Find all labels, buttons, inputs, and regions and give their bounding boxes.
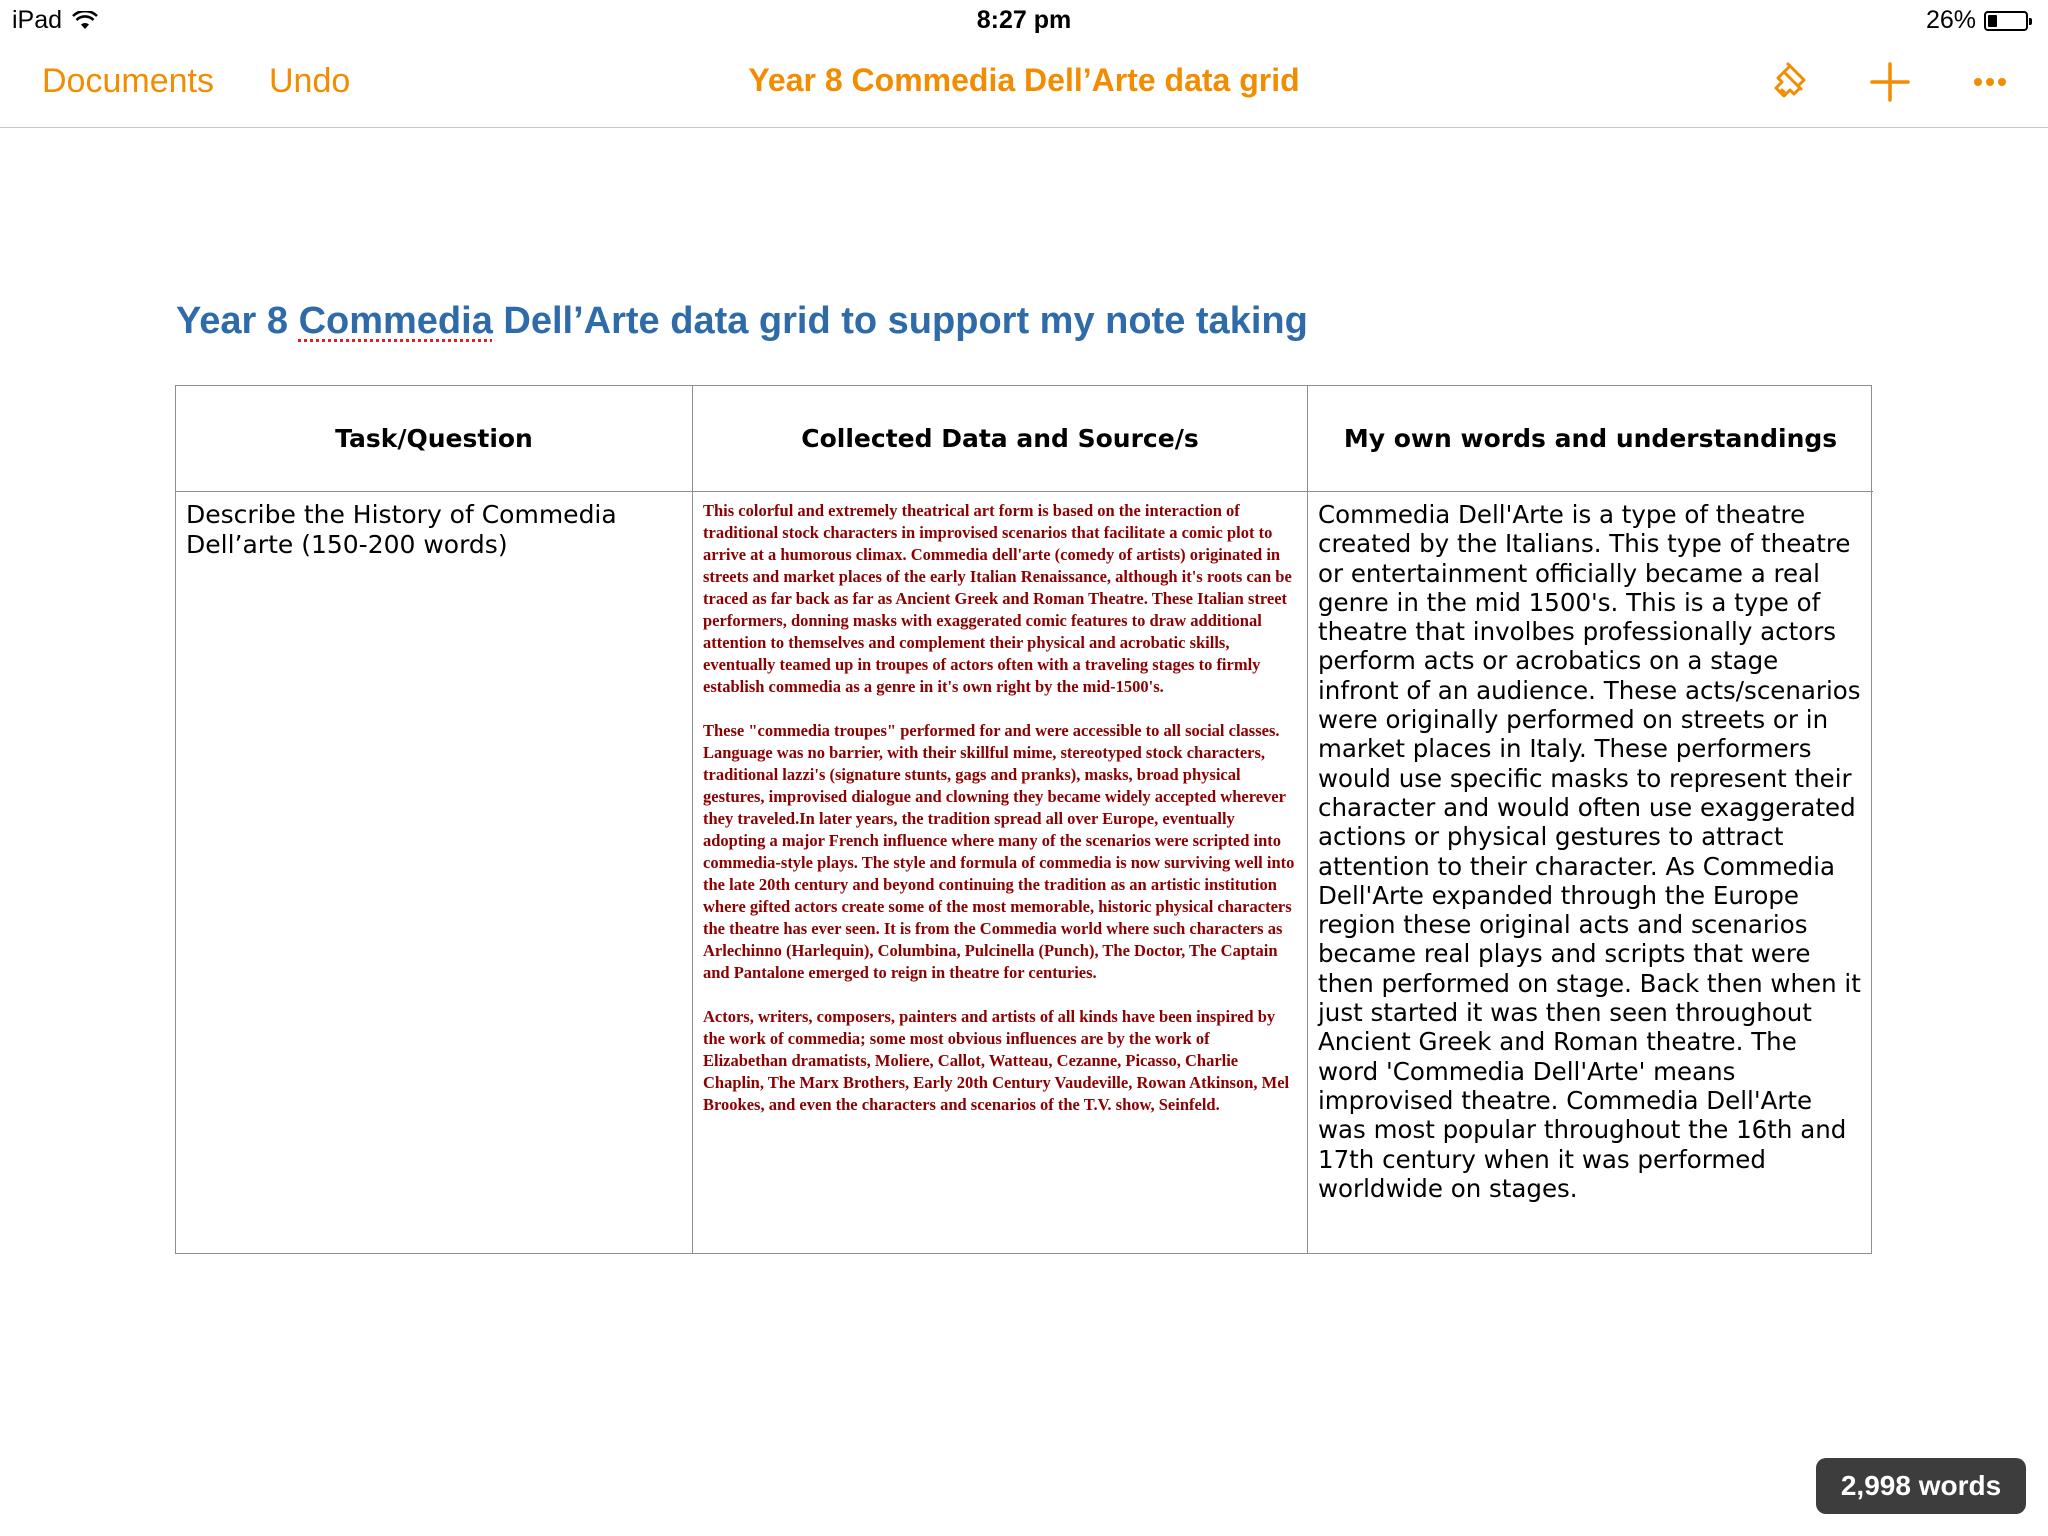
format-button[interactable] [1766, 58, 1814, 106]
more-button[interactable] [1966, 58, 2014, 106]
own-words-text: Commedia Dell'Arte is a type of theatre created by the Italians. This type of theatre or entertainment officially became a real genre in the mid 1500's. This is a type of theatre that involbes professionally actors perform acts or acrobatics on a stage infront of an audience. These acts/scenarios were originally performed on streets or in market places in Italy. These performers would use specific masks to represent their character and would often use exaggerated actions or physical gestures to attract attention to their character. As Commedia Dell'Arte expanded through the Europe region these original acts and scenarios became real plays and scripts that were then performed on stage. Back then when it just started it was then seen throughout Ancient Greek and Roman theatre. The word 'Commedia Dell'Arte' means improvised theatre. Commedia Dell'Arte was most popular throughout the 16th and 17th century when it was performed worldwide on stages. [1318, 500, 1861, 1203]
heading-misspelled-word[interactable]: Commedia [298, 300, 493, 342]
more-icon [1968, 60, 2012, 104]
heading-suffix: Dell’Arte data grid to support my note taking [492, 300, 1308, 342]
heading-prefix: Year 8 [176, 300, 299, 342]
documents-button[interactable]: Documents [42, 62, 214, 100]
undo-button[interactable]: Undo [269, 62, 351, 100]
cell-task[interactable] [176, 492, 692, 1253]
column-task [176, 386, 693, 1253]
plus-icon [1868, 60, 1912, 104]
word-count-badge[interactable]: 2,998 words [1816, 1458, 2026, 1514]
battery-percent: 26% [1925, 6, 1976, 34]
document-heading[interactable] [176, 300, 1308, 343]
cell-sources[interactable] [693, 492, 1307, 1253]
document-title: Year 8 Commedia Dell’Arte data grid [748, 62, 1300, 98]
header-task[interactable]: Task/Question [176, 386, 692, 492]
data-grid-table [175, 385, 1872, 1254]
battery-icon [1984, 11, 2028, 31]
battery-level [1988, 15, 1997, 27]
status-bar [0, 0, 2048, 40]
column-own-words [1308, 386, 1873, 1253]
header-own-words[interactable]: My own words and understandings [1308, 386, 1873, 492]
toolbar [0, 40, 2048, 128]
source-paragraph: This colorful and extremely theatrical art form is based on the interaction of traditional stock characters in improvised scenarios that facilitate a comic plot to arrive at a humorous climax. Commedia dell'arte (comedy of artists) originated in streets and market places of the early Italian Renaissance, although it's roots can be traced as far back as far as Ancient Greek and Roman Theatre. These Italian street performers, donning masks with exaggerated comic features to draw additional attention to themselves and complement their physical and acrobatic skills, eventually teamed up in troupes of actors often with a traveling stages to firmly establish commedia as a genre in it's own right by the mid-1500's. [703, 501, 1292, 696]
clock: 8:27 pm [976, 6, 1072, 34]
insert-button[interactable] [1866, 58, 1914, 106]
status-right [1926, 6, 2028, 35]
column-sources [693, 386, 1308, 1253]
source-paragraph: Actors, writers, composers, painters and artists of all kinds have been inspired by the work of commedia; some most obvious influences are by the work of Elizabethan dramatists, Moliere, Callot, Watteau, Cezanne, Picasso, Charlie Chaplin, The Marx Brothers, Early 20th Century Vaudeville, Rowan Atkinson, Mel Brookes, and even the characters and scenarios of the T.V. show, Seinfeld. [703, 1007, 1290, 1114]
header-sources[interactable]: Collected Data and Source/s [693, 386, 1307, 492]
device-name: iPad [12, 6, 63, 34]
source-paragraph: These "commedia troupes" performed for and were accessible to all social classes. Language was no barrier, with their skillful mime, stereotyped stock characters, traditional lazzi's (signature stunts, gags and pranks), masks, broad physical gestures, improvised dialogue and clowning they became widely accepted wherever they traveled.In later years, the tradition spread all over Europe, eventually adopting a major French influence where many of the scenarios were scripted into commedia-style plays. The style and formula of commedia is now surviving well into the late 20th century and beyond continuing the tradition as an artistic institution where gifted actors create some of the most memorable, historic physical characters the theatre has ever seen. It is from the Commedia world where such characters as Arlechinno (Harlequin), Columbina, Pulcinella (Punch), The Doctor, The Captain and Pantalone emerged to reign in theatre for centuries. [703, 721, 1295, 982]
task-text: Describe the History of Commedia Dell’arte (150-200 words) [186, 500, 617, 559]
paintbrush-icon [1768, 60, 1812, 104]
cell-own-words[interactable] [1308, 492, 1873, 1253]
